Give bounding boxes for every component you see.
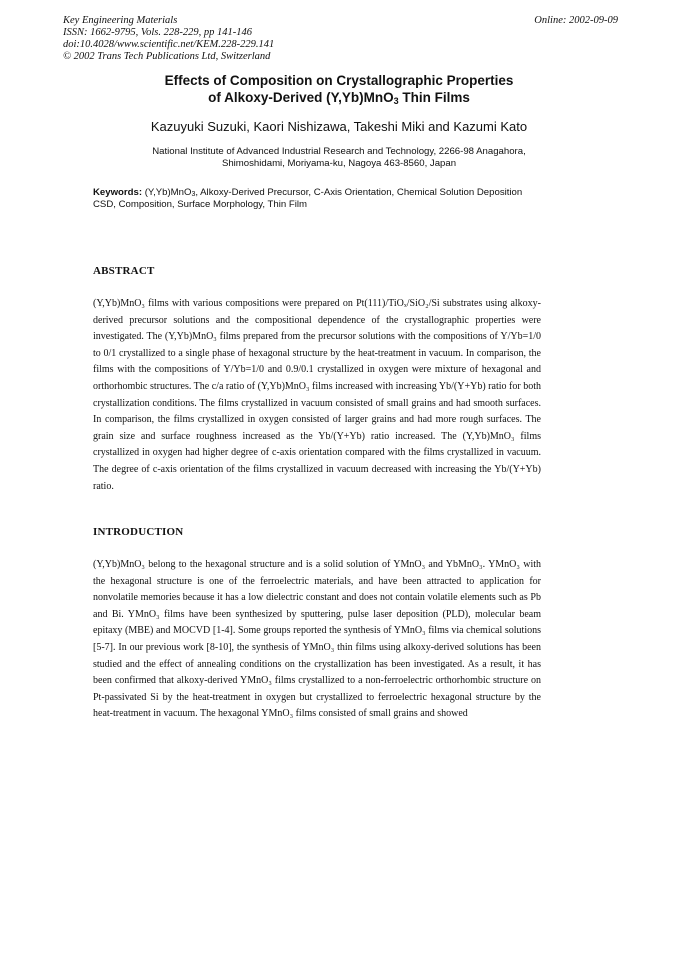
affiliation <box>0 146 678 169</box>
keywords <box>93 187 545 210</box>
author-list: Kazuyuki Suzuki, Kaori Nishizawa, Takeshi Miki and Kazumi Kato <box>150 119 528 134</box>
introduction-heading: INTRODUCTION <box>93 526 184 538</box>
keywords-label: Keywords: <box>93 187 143 198</box>
abstract-heading: ABSTRACT <box>93 265 155 277</box>
keywords-text-2: , Alkoxy-Derived Precursor, C-Axis Orientation, Chemical Solution Deposition CSD, Composition, Surface Morphology, Thin Film <box>93 187 523 210</box>
doi-line[interactable]: doi:10.4028/www.scientific.net/KEM.228-229.141 <box>63 39 275 50</box>
affiliation-line-1: National Institute of Advanced Industrial Research and Technology, 2266-98 Anagahora, <box>152 146 526 157</box>
paper-title <box>0 73 678 106</box>
journal-name: Key Engineering Materials <box>63 15 178 26</box>
title-line-2 <box>0 90 678 107</box>
affiliation-line-2: Shimoshidami, Moriyama-ku, Nagoya 463-8560, Japan <box>221 157 457 169</box>
abstract-text: (Y,Yb)MnO₃ films with various compositions were prepared on Pt(111)/TiOₓ/SiO₂/Si substrates using alkoxy-derived precursor solutions and the compositional dependence of the crystallographic properties were investigated. The (Y,Yb)MnO₃ films prepared from the precursor solutions with the compositions of Y/Yb=1/0 to 0/1 crystallized to a single phase of hexagonal structure by the heat-treatment in vacuum. In comparison, the films with the compositions of Y/Yb=1/0 and 0.9/0.1 crystallized in oxygen were mixture of hexagonal and orthorhombic structures. The c/a ratio of (Y,Yb)MnO₃ films increased with increasing Yb/(Y+Yb) ratio for both crystallization conditions. The films crystallized in vacuum consisted of small grains and had smooth surfaces. In comparison, the films crystallized in oxygen consisted of larger grains and had more rough surfaces. The grain size and surface roughness increased as the Yb/(Y+Yb) ratio increased. The (Y,Yb)MnO₃ films crystallized in oxygen had higher degree of c-axis orientation compared with the films crystallized in vacuum. The degree of c-axis orientation of the films crystallized in vacuum decreased with increasing the Yb/(Y+Yb) ratio. <box>93 298 541 492</box>
keywords-subscript: 3 <box>191 191 196 198</box>
issn-line: ISSN: 1662-9795, Vols. 228-229, pp 141-146 <box>63 27 252 38</box>
keywords-text-1: (Y,Yb)MnO <box>142 187 192 198</box>
online-date: Online: 2002-09-09 <box>534 15 618 26</box>
journal-header <box>63 15 274 63</box>
title-line-2-text: of Alkoxy-Derived (Y,Yb)MnO <box>208 89 394 105</box>
title-line-2-end: Thin Films <box>398 89 470 105</box>
title-line-1: Effects of Composition on Crystallographic Properties <box>164 73 514 88</box>
copyright-line: © 2002 Trans Tech Publications Ltd, Switzerland <box>63 51 271 62</box>
introduction-text: (Y,Yb)MnO₃ belong to the hexagonal structure and is a solid solution of YMnO₃ and YbMnO₃. YMnO₃ with the hexagonal structure is one of the ferroelectric materials, and have been attracted to application for nonvolatile memories because it has a low dielectric constant and does not contain volatile elements such as Pb and Bi. YMnO₃ films have been synthesized by sputtering, pulse laser deposition (PLD), molecular beam epitaxy (MBE) and MOCVD [1-4]. Some groups reported the synthesis of YMnO₃ films via chemical solutions [5-7]. In our previous work [8-10], the synthesis of YMnO₃ thin films using alkoxy-derived solutions has been studied and the effect of annealing conditions on the crystallization has been investigated. As a result, it has been confirmed that alkoxy-derived YMnO₃ films crystallized to a non-ferroelectric orthorhombic structure on Pt-passivated Si by the heat-treatment in oxygen but crystallized to ferroelectric hexagonal structure by the heat-treatment in vacuum. The hexagonal YMnO₃ films consisted of small grains and showed <box>93 559 541 720</box>
title-subscript: 3 <box>393 95 399 106</box>
